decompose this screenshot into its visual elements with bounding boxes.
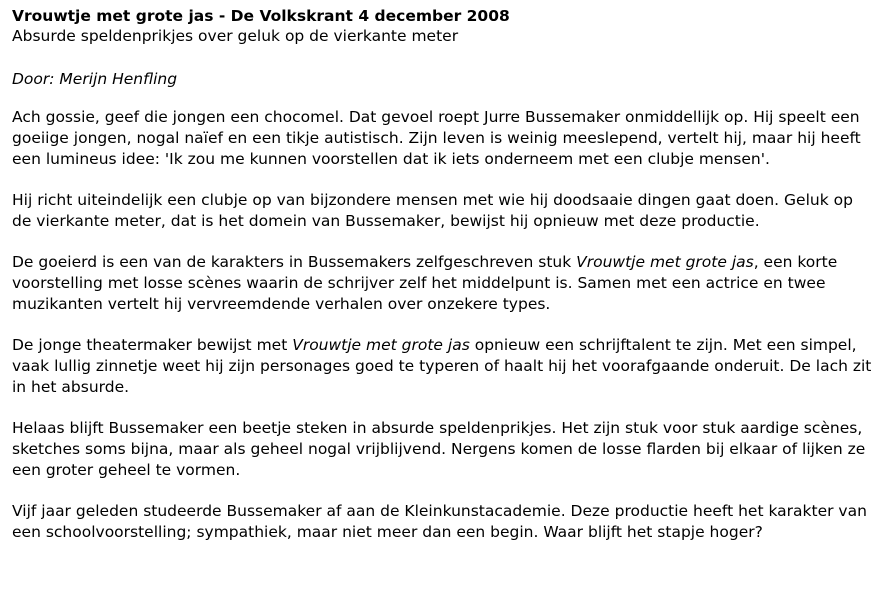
paragraph: [12, 190, 877, 232]
paragraph-text: , een korte voorstelling met losse scènes waarin de schrijver zelf het middelpunt is. Samen met een actrice en twee muzikanten vertelt hij vervreemdende verhalen over onzekere types.: [12, 253, 838, 313]
paragraph-text: Helaas blijft Bussemaker een beetje steken in absurde speldenprikjes. Het zijn stuk voor stuk aardige scènes, sketches soms bijna, maar als geheel nogal vrijblijvend. Nergens komen de losse flarden bij elkaar of lijken ze een groter geheel te vormen.: [12, 419, 866, 479]
paragraph-text: Hij richt uiteindelijk een clubje op van bijzondere mensen met wie hij doodsaaie dingen gaat doen. Geluk op de vierkante meter, dat is het domein van Bussemaker, bewijst hij opnieuw met deze productie.: [12, 191, 853, 230]
article-byline: Door: Merijn Henfling: [12, 70, 178, 88]
paragraph-text: De goeierd is een van de karakters in Bussemakers zelfgeschreven stuk: [12, 253, 577, 271]
article-title: Vrouwtje met grote jas - De Volkskrant 4 december 2008: [12, 7, 510, 25]
paragraph-text: De jonge theatermaker bewijst met: [12, 336, 293, 354]
play-title-italic: Vrouwtje met grote jas: [576, 253, 754, 271]
play-title-italic: Vrouwtje met grote jas: [292, 336, 470, 354]
paragraph: [12, 107, 877, 170]
paragraph: [12, 501, 877, 543]
article-subtitle: Absurde speldenprikjes over geluk op de vierkante meter: [12, 27, 459, 45]
paragraph: [12, 418, 877, 481]
paragraph: [12, 252, 877, 315]
paragraph-text: Vijf jaar geleden studeerde Bussemaker af aan de Kleinkunstacademie. Deze productie heeft het karakter van een schoolvoorstelling; sympathiek, maar niet meer dan een begin. Waar blijft het stapje hoger?: [12, 502, 867, 541]
paragraph-text: Ach gossie, geef die jongen een chocomel. Dat gevoel roept Jurre Bussemaker onmiddellijk op. Hij speelt een goeiige jongen, nogal naïef en een tikje autistisch. Zijn leven is weinig meeslepend, vertelt hij, maar hij heeft een lumineus idee: 'Ik zou me kunnen voorstellen dat ik iets onderneem met een clubje mensen'.: [12, 108, 861, 168]
paragraph-text: opnieuw een schrijftalent te zijn. Met een simpel, vaak lullig zinnetje weet hij zijn personages goed te typeren of haalt hij het voorafgaande onderuit. De lach zit in het absurde.: [12, 336, 872, 396]
paragraph: [12, 335, 877, 398]
